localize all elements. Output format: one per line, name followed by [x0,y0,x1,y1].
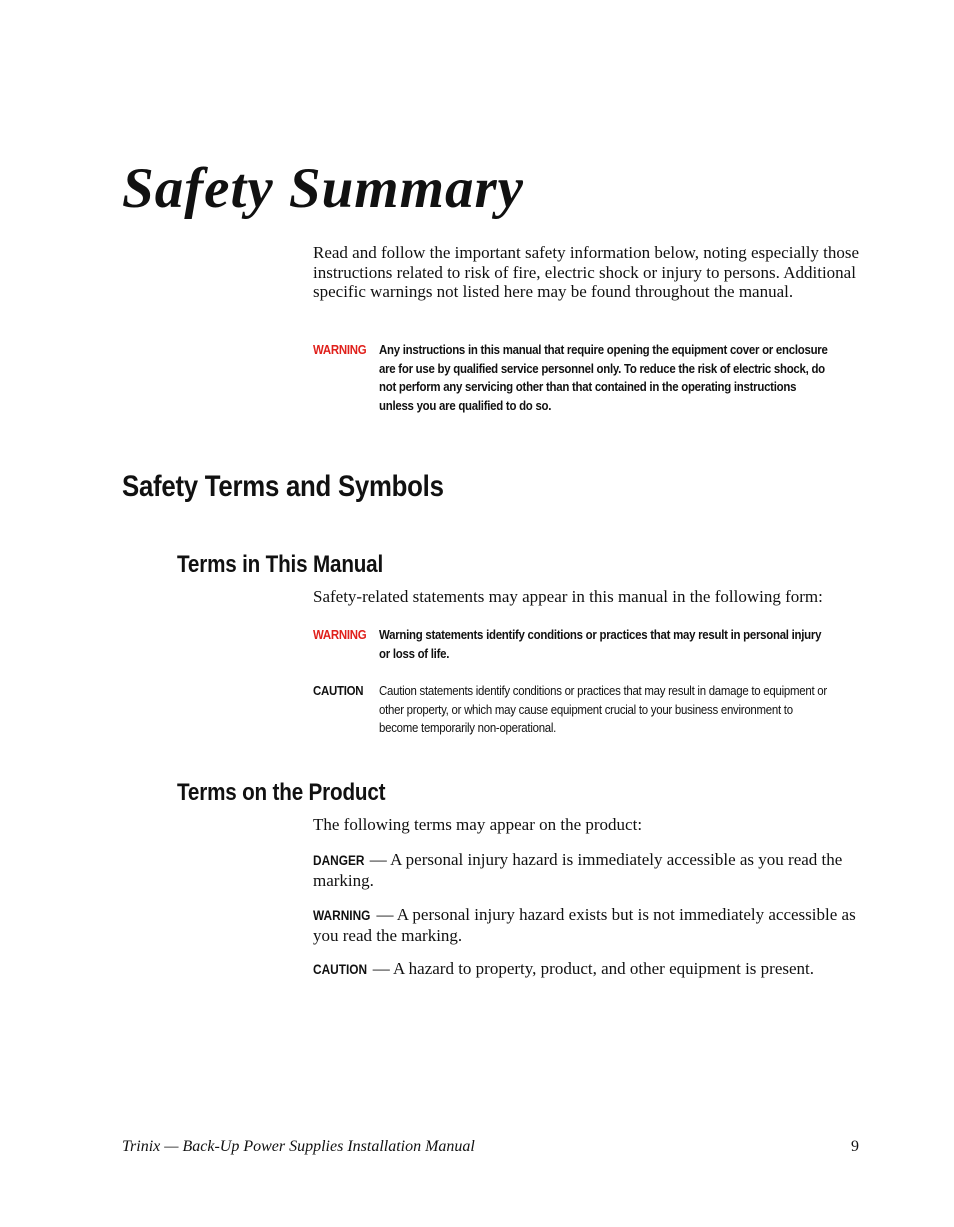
term-text: — A personal injury hazard exists but is not immediately accessible as you read the marking. [313,905,856,945]
manual-caution-notice [313,682,838,738]
intro-paragraph: Read and follow the important safety information below, noting especially those instructions related to risk of fire, electric shock or injury to persons. Additional specific warnings not listed here may be found throughout the manual. [313,243,860,302]
page-number: 9 [851,1138,859,1155]
product-term-danger [313,850,861,890]
footer-title: Trinix — Back-Up Power Supplies Installation Manual [122,1138,475,1155]
term-text: — A hazard to property, product, and other equipment is present. [372,959,815,978]
warning-text: Any instructions in this manual that require opening the equipment cover or enclosure are for use by qualified service personnel only. To reduce the risk of electric shock, do not perform any servicing other than that contained in the operating instructions unless you are qualified to do so. [379,342,828,413]
subsection-heading-manual: Terms in This Manual [177,551,384,578]
page-title: Safety Summary [122,157,524,220]
warning-label: WARNING [313,342,367,357]
term-label: WARNING [313,908,371,923]
term-text: — A personal injury hazard is immediately accessible as you read the marking. [313,850,843,890]
term-label: CAUTION [313,962,368,977]
warning-text: Warning statements identify conditions or practices that may result in personal injury or loss of life. [379,627,822,661]
caution-text: Caution statements identify conditions or practices that may result in damage to equipment or other property, or which may cause equipment crucial to your business environment to become temporarily non-operational. [379,683,827,735]
caution-label: CAUTION [313,683,364,698]
term-label: DANGER [313,853,365,868]
warning-label: WARNING [313,627,367,642]
manual-warning-notice [313,626,838,663]
top-warning-notice [313,341,838,415]
subsection-heading-product: Terms on the Product [177,779,386,806]
manual-intro: Safety-related statements may appear in this manual in the following form: [313,587,823,606]
product-term-warning [313,905,861,945]
product-intro: The following terms may appear on the product: [313,815,643,834]
product-term-caution [313,959,861,980]
section-heading: Safety Terms and Symbols [122,470,444,503]
